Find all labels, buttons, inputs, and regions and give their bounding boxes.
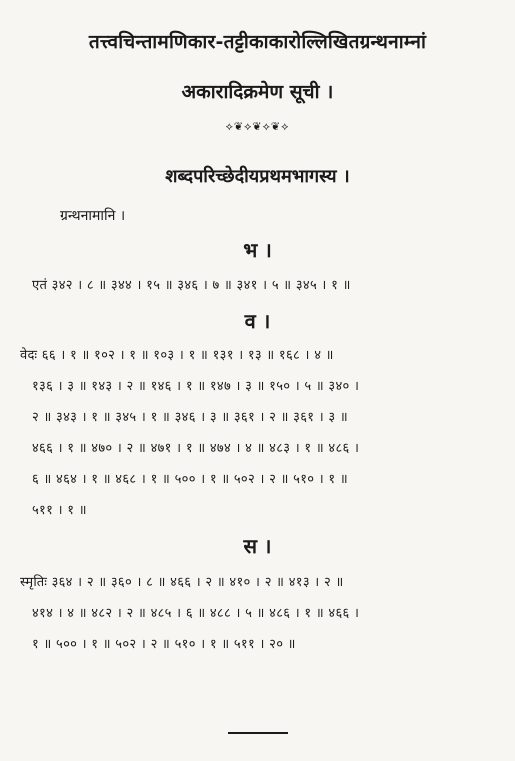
- index-line: ६ ॥ ४६४ । १ ॥ ४६८ । १ ॥ ५०० । १ ॥ ५०२ । २ ॥ ५१० । १ ॥: [32, 472, 348, 487]
- index-line: स्मृतिः ३६४ । २ ॥ ३६० । ८ ॥ ४६६ । २ ॥ ४१० । २ ॥ ४१३ । २ ॥: [20, 575, 344, 590]
- document-title-line2: अकारादिक्रमेण सूची ।: [181, 81, 334, 103]
- index-line: ४१४ । ४ ॥ ४८२ । २ ॥ ४८५ । ६ ॥ ४८८ । ५ ॥ ४८६ । १ ॥ ४६६ ।: [32, 606, 360, 621]
- index-line: १ ॥ ५०० । १ ॥ ५०२ । २ ॥ ५१० । १ ॥ ५११ । २० ॥: [32, 637, 296, 652]
- section-heading: शब्दपरिच्छेदीयप्रथमभागस्य ।: [165, 166, 350, 187]
- index-line: ४६६ । १ ॥ ४७० । २ ॥ ४७१ । १ ॥ ४७४ । ४ ॥ ४८३ । १ ॥ ४८६ ।: [32, 441, 360, 456]
- index-line: ५११ । १ ॥: [32, 503, 87, 518]
- index-line: २ ॥ ३४३ । १ ॥ ३४५ । १ ॥ ३४६ । ३ ॥ ३६१ । २ ॥ ३६१ । ३ ॥: [32, 410, 348, 425]
- index-line: वेदः ६६ । १ ॥ १०२ । १ ॥ १०३ । १ ॥ १३१ । १३ ॥ १६८ । ४ ॥: [20, 348, 334, 363]
- end-rule: [228, 732, 288, 734]
- section-subheading: ग्रन्थनामानि ।: [60, 208, 126, 224]
- document-title-line1: तत्त्वचिन्तामणिकार-तट्टीकाकारोल्लिखितग्रन्थनाम्नां: [88, 31, 427, 53]
- ornament-divider: ⟡❦⟡❦⟡❦⟡: [225, 120, 290, 133]
- group-letter-va: व ।: [244, 309, 271, 333]
- index-line: एतं ३४२ । ८ ॥ ३४४ । १५ ॥ ३४६ । ७ ॥ ३४१ । ५ ॥ ३४५ । १ ॥: [32, 278, 351, 293]
- group-letter-bha: भ ।: [243, 238, 272, 262]
- group-letter-sa: स ।: [243, 534, 272, 558]
- index-line: १३६ । ३ ॥ १४३ । २ ॥ १४६ । १ ॥ १४७ । ३ ॥ १५० । ५ ॥ ३४० ।: [32, 379, 360, 394]
